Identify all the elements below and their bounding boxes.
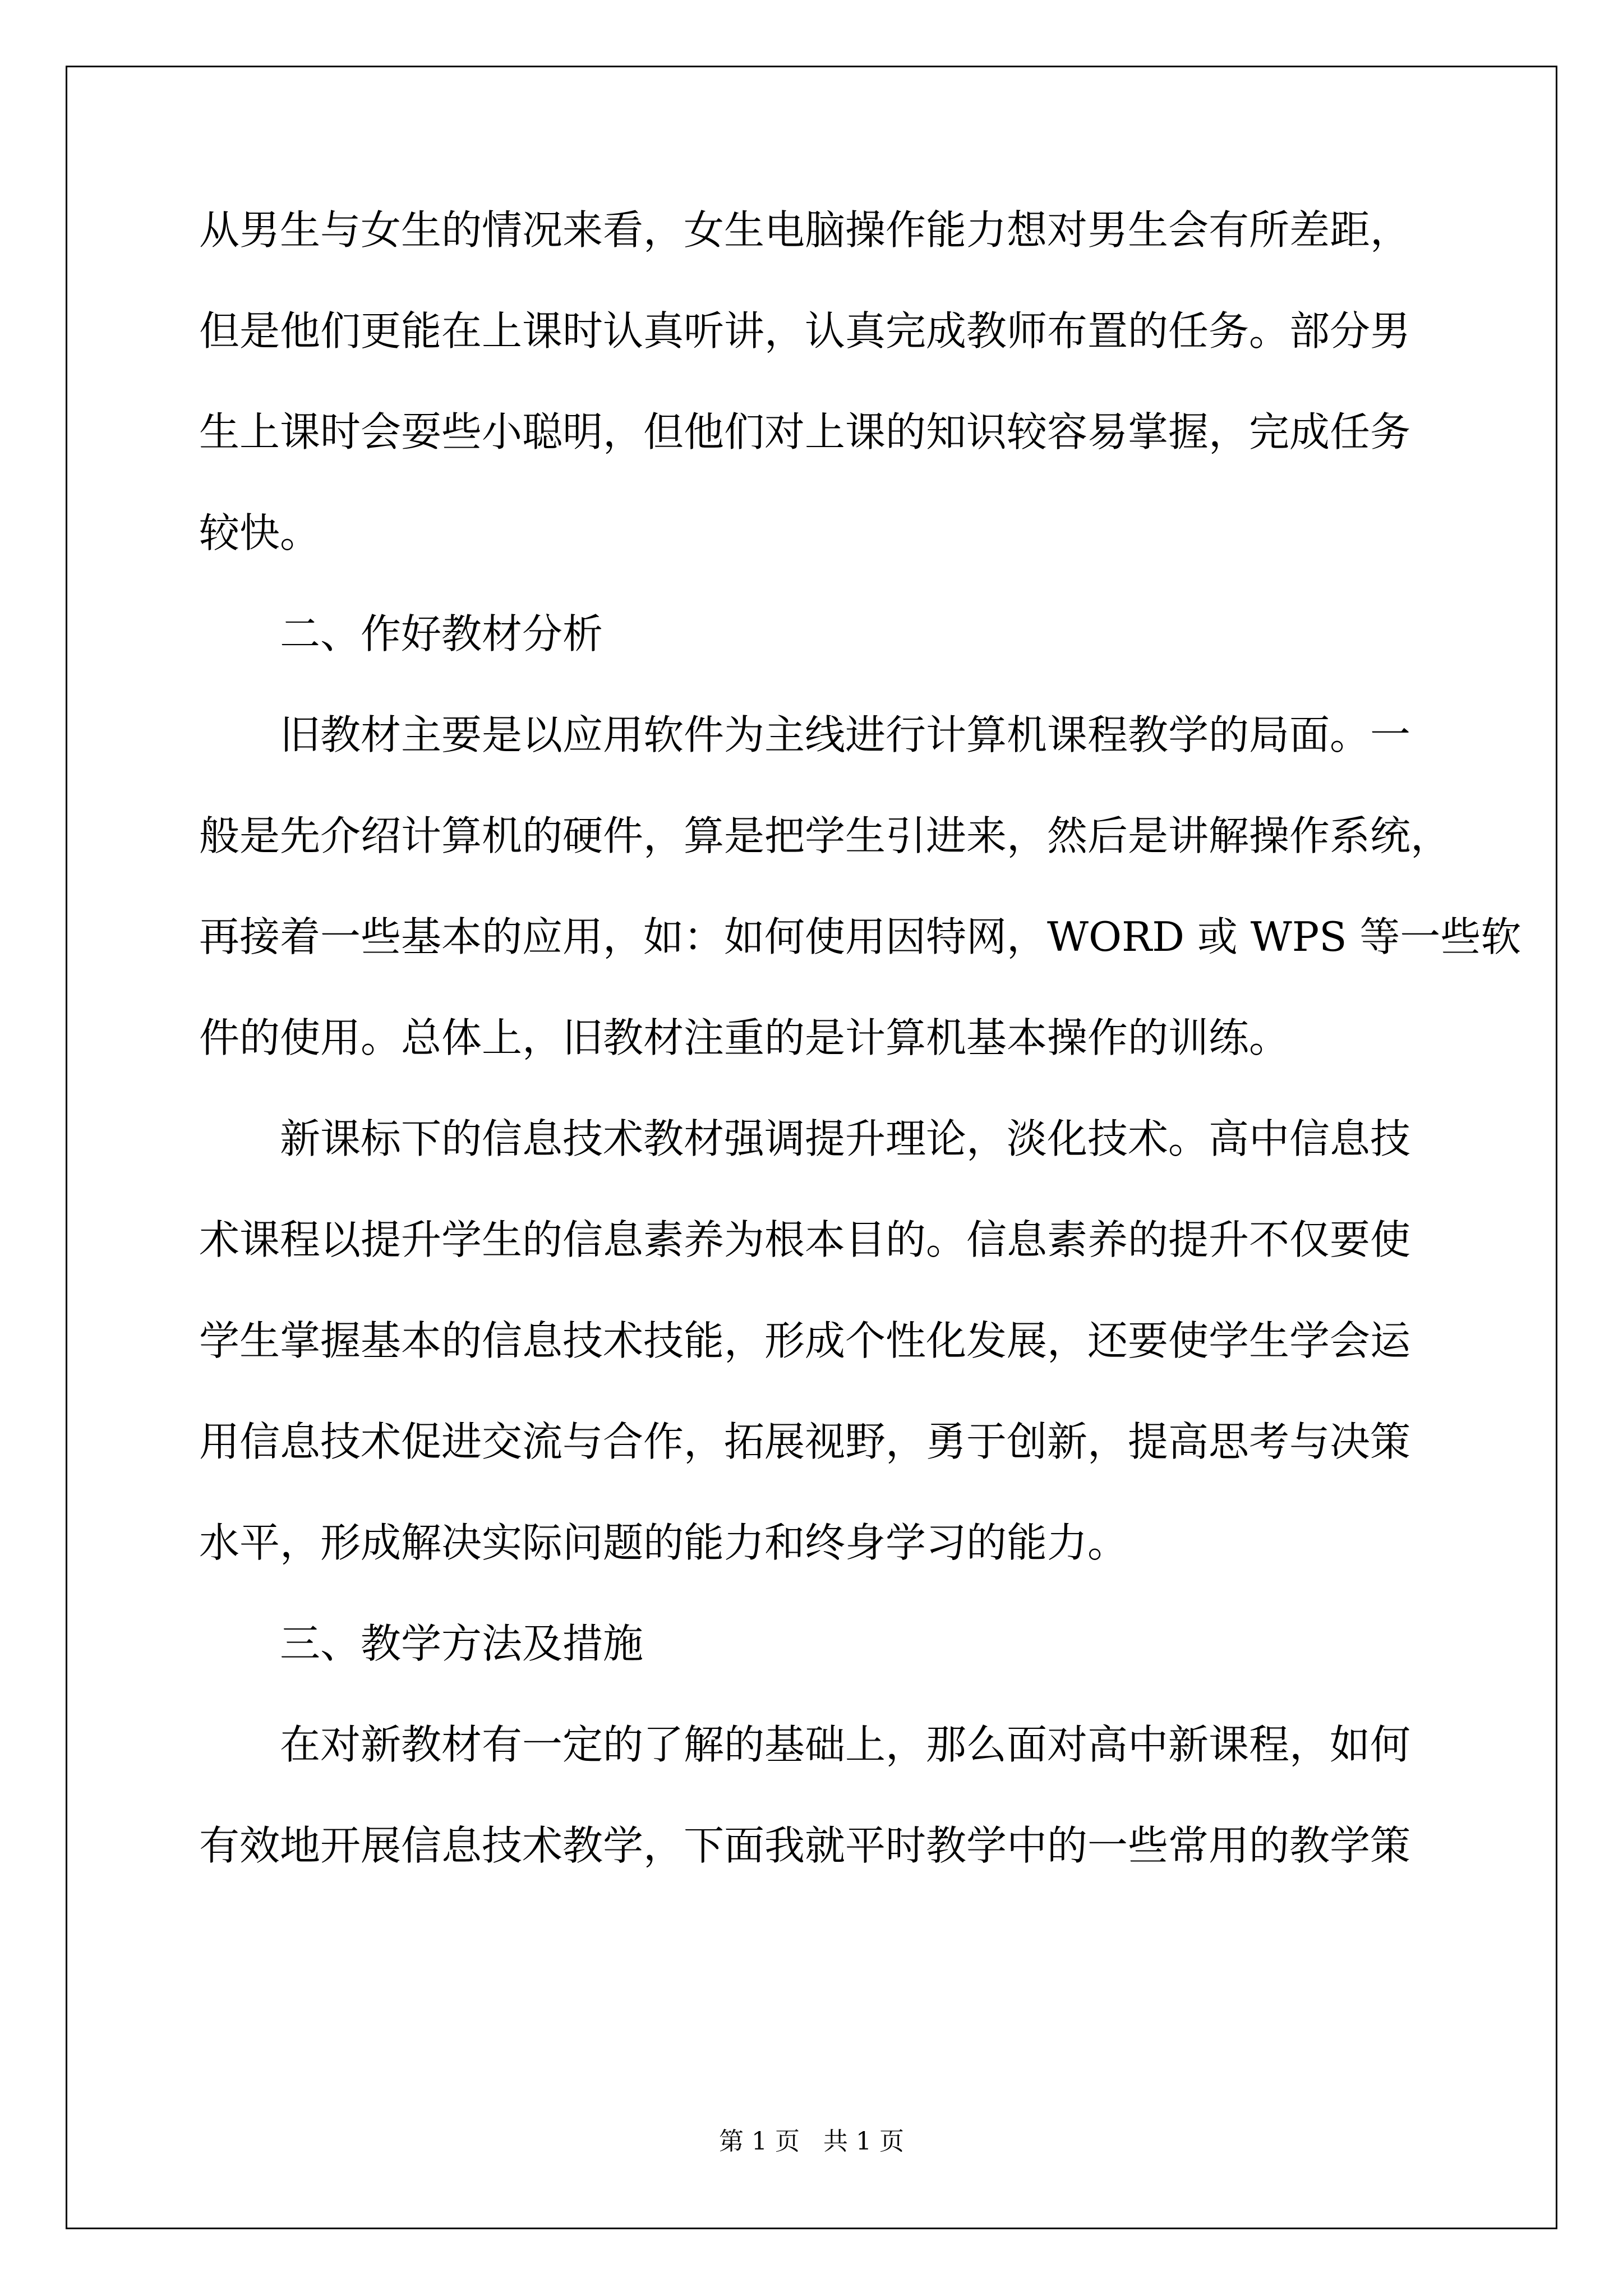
text-line: 生上课时会耍些小聪明，但他们对上课的知识较容易掌握，完成任务 (199, 408, 1411, 455)
text-line: 再接着一些基本的应用，如：如何使用因特网，WORD 或 WPS 等一些软 (199, 913, 1521, 960)
text-line: 学生掌握基本的信息技术技能，形成个性化发展，还要使学生学会运 (199, 1317, 1411, 1364)
text-line: 从男生与女生的情况来看，女生电脑操作能力想对男生会有所差距， (199, 206, 1411, 254)
section-heading: 二、作好教材分析 (280, 610, 603, 657)
section-heading: 三、教学方法及措施 (280, 1620, 644, 1667)
text-line: 新课标下的信息技术教材强调提升理论，淡化技术。高中信息技 (280, 1115, 1411, 1162)
text-line: 水平，形成解决实际问题的能力和终身学习的能力。 (199, 1519, 1128, 1566)
text-line: 术课程以提升学生的信息素养为根本目的。信息素养的提升不仅要使 (199, 1216, 1411, 1263)
text-line: 旧教材主要是以应用软件为主线进行计算机课程教学的局面。一 (280, 711, 1411, 758)
text-line: 件的使用。总体上，旧教材注重的是计算机基本操作的训练。 (199, 1014, 1290, 1061)
text-line: 但是他们更能在上课时认真听讲，认真完成教师布置的任务。部分男 (199, 307, 1411, 355)
text-line: 有效地开展信息技术教学，下面我就平时教学中的一些常用的教学策 (199, 1822, 1411, 1869)
text-line: 在对新教材有一定的了解的基础上，那么面对高中新课程，如何 (280, 1721, 1411, 1768)
text-line: 用信息技术促进交流与合作，拓展视野，勇于创新，提高思考与决策 (199, 1418, 1411, 1465)
text-line: 般是先介绍计算机的硬件，算是把学生引进来，然后是讲解操作系统， (199, 812, 1451, 859)
page-number-footer: 第 1 页 共 1 页 (719, 2127, 904, 2156)
text-line: 较快。 (199, 509, 321, 556)
